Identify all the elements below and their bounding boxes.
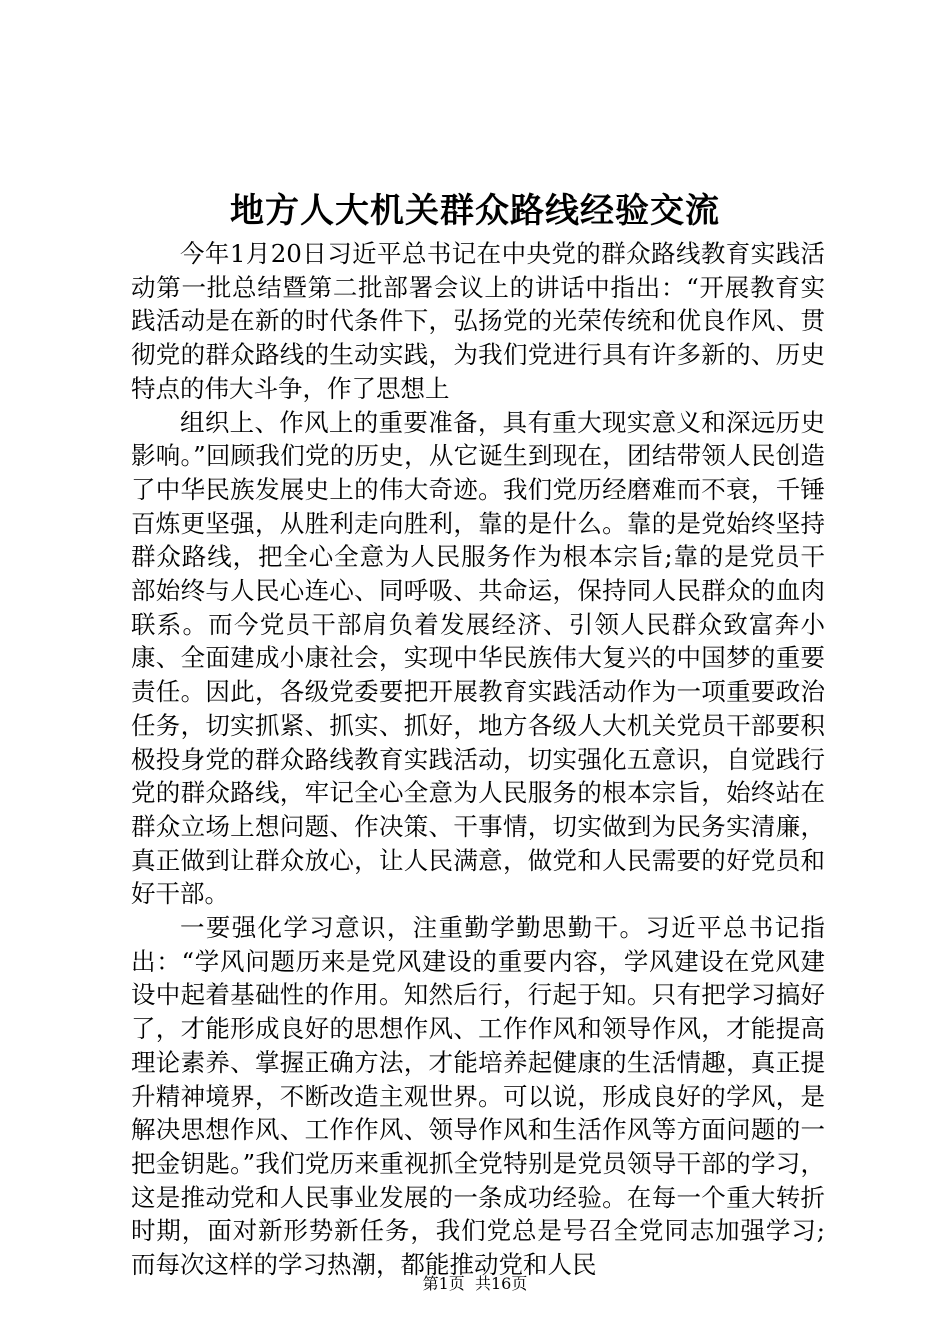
paragraph-1: 今年1月20日习近平总书记在中央党的群众路线教育实践活动第一批总结暨第二批部署会议上的讲话中指出：“开展教育实践活动是在新的时代条件下，弘扬党的光荣传统和优良作风、贯彻党的群众路线的生动实践，为我们党进行具有许多新的、历史特点的伟大斗争，作了思想上 xyxy=(131,239,825,403)
paragraph-2: 组织上、作风上的重要准备，具有重大现实意义和深远历史影响。”回顾我们党的历史，从它诞生到现在，团结带领人民创造了中华民族发展史上的伟大奇迹。我们党历经磨难而不衰，千锤百炼更坚强，从胜利走向胜利，靠的是什么。靠的是党始终坚持群众路线，把全心全意为人民服务作为根本宗旨;靠的是党员干部始终与人民心连心、同呼吸、共命运，保持同人民群众的血肉联系。而今党员干部肩负着发展经济、引领人民群众致富奔小康、全面建成小康社会，实现中华民族伟大复兴的中国梦的重要责任。因此，各级党委要把开展教育实践活动作为一项重要政治任务，切实抓紧、抓实、抓好，地方各级人大机关党员干部要积极投身党的群众路线教育实践活动，切实强化五意识，自觉践行党的群众路线，牢记全心全意为人民服务的根本宗旨，始终站在群众立场上想问题、作决策、干事情，切实做到为民务实清廉，真正做到让群众放心，让人民满意，做党和人民需要的好党员和好干部。 xyxy=(131,407,825,909)
total-pages: 共16页 xyxy=(474,1274,528,1293)
footer-separator xyxy=(465,1274,475,1293)
page-number: 第1页 xyxy=(422,1274,465,1293)
document-body xyxy=(131,237,825,1282)
paragraph-3: 一要强化学习意识，注重勤学勤思勤干。习近平总书记指出：“学风问题历来是党风建设的重要内容，学风建设在党风建设中起着基础性的作用。知然后行，行起于知。只有把学习搞好了，才能形成良好的思想作风、工作作风和领导作风，才能提高理论素养、掌握正确方法，才能培养起健康的生活情趣，真正提升精神境界，不断改造主观世界。可以说，形成良好的学风，是解决思想作风、工作作风、领导作风和生活作风等方面问题的一把金钥匙。”我们党历来重视抓全党特别是党员领导干部的学习，这是推动党和人民事业发展的一条成功经验。在每一个重大转折时期，面对新形势新任务，我们党总是号召全党同志加强学习;而每次这样的学习热潮，都能推动党和人民 xyxy=(131,913,825,1280)
page-footer xyxy=(0,1273,950,1295)
document-title: 地方人大机关群众路线经验交流 xyxy=(230,191,720,231)
